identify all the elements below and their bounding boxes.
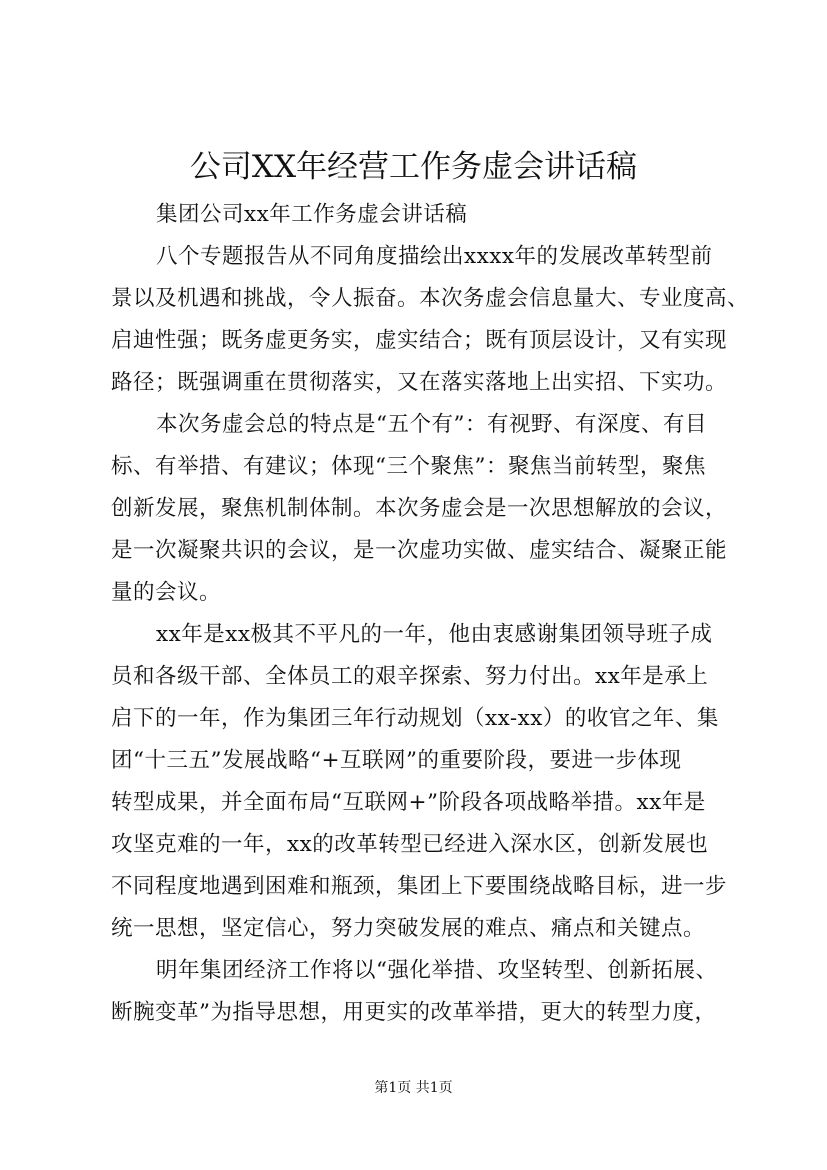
document-title: 公司XX年经营工作务虚会讲话稿 [189,149,638,185]
paragraph-line: 量的会议。 [111,580,222,605]
paragraph-line: 是一次凝聚共识的会议，是一次虚功实做、虚实结合、凝聚正能 [111,538,728,563]
subtitle-line: 集团公司xx年工作务虚会讲话稿 [156,202,468,227]
paragraph-line: xx年是xx极其不平凡的一年，他由衷感谢集团领导班子成 [156,622,713,647]
paragraph-line: 转型成果，并全面布局“互联网+”阶段各项战略举措。xx年是 [111,790,706,815]
paragraph-line: 启迪性强；既务虚更务实，虚实结合；既有顶层设计，又有实现 [111,328,728,353]
paragraph-line: 攻坚克难的一年，xx的改革转型已经进入深水区，创新发展也 [111,832,709,857]
paragraph-line: 明年集团经济工作将以“强化举措、攻坚转型、创新拓展、 [156,958,718,983]
paragraph-line: 员和各级干部、全体员工的艰辛探索、努力付出。xx年是承上 [111,664,709,689]
paragraph-line: 统一思想，坚定信心，努力突破发展的难点、痛点和关键点。 [111,916,706,941]
page-footer: 第1页 共1页 [374,1080,453,1096]
paragraph-line: 八个专题报告从不同角度描绘出xxxx年的发展改革转型前 [156,244,713,269]
paragraph-line: 创新发展，聚焦机制体制。本次务虚会是一次思想解放的会议， [111,496,728,521]
paragraph-line: 景以及机遇和挑战，令人振奋。本次务虚会信息量大、专业度高、 [111,286,750,311]
paragraph-line: 团“十三五”发展战略“+互联网”的重要阶段，要进一步体现 [111,748,682,773]
paragraph-line: 标、有举措、有建议；体现“三个聚焦”：聚焦当前转型，聚焦 [111,454,706,479]
paragraph-line: 启下的一年，作为集团三年行动规划（xx-xx）的收官之年、集 [111,706,719,731]
paragraph-line: 路径；既强调重在贯彻落实，又在落实落地上出实招、下实功。 [111,370,728,395]
paragraph-line: 断腕变革”为指导思想，用更实的改革举措，更大的转型力度， [111,1000,717,1025]
paragraph-line: 不同程度地遇到困难和瓶颈，集团上下要围绕战略目标，进一步 [111,874,728,899]
paragraph-line: 本次务虚会总的特点是“五个有”：有视野、有深度、有目 [156,412,707,437]
